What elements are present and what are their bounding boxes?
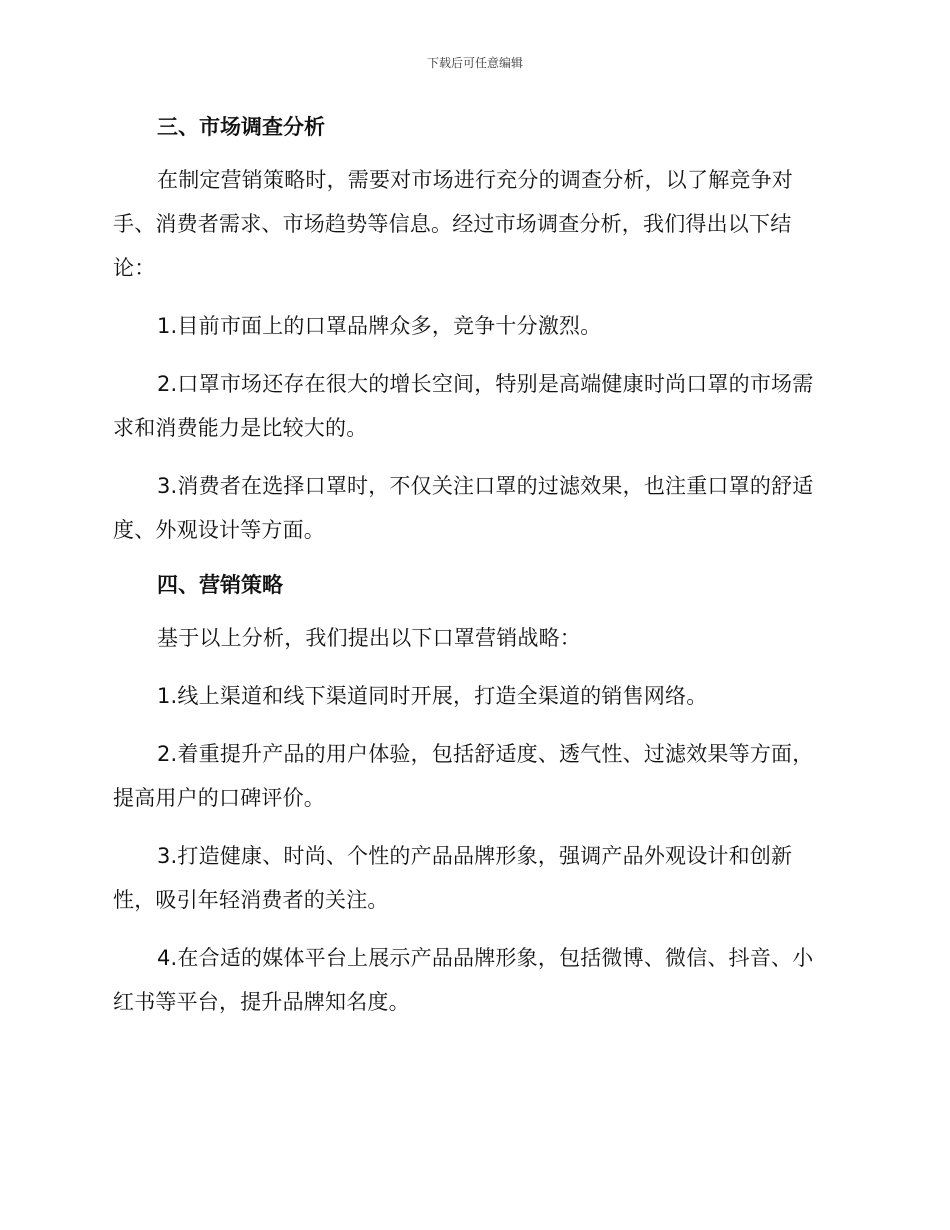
paragraph-market-intro: 在制定营销策略时，需要对市场进行充分的调查分析，以了解竞争对手、消费者需求、市场趋势等信息。经过市场调查分析，我们得出以下结论：: [113, 168, 793, 280]
paragraph-market-point-1: 1.目前市面上的口罩品牌众多，竞争十分激烈。: [157, 314, 602, 338]
document-body: [113, 110, 833, 1024]
paragraph-strategy-point-2: 2.着重提升产品的用户体验，包括舒适度、透气性、过滤效果等方面，提高用户的口碑评价。: [113, 742, 814, 810]
section-heading-marketing-strategy: 四、营销策略: [157, 573, 283, 597]
paragraph-market-point-3: 3.消费者在选择口罩时，不仅关注口罩的过滤效果，也注重口罩的舒适度、外观设计等方面。: [113, 474, 814, 542]
paragraph-strategy-point-4: 4.在合适的媒体平台上展示产品品牌形象，包括微博、微信、抖音、小红书等平台，提升品牌知名度。: [113, 946, 814, 1014]
paragraph-strategy-point-3: 3.打造健康、时尚、个性的产品品牌形象，强调产品外观设计和创新性，吸引年轻消费者的关注。: [113, 844, 793, 912]
section-heading-market-analysis: 三、市场调查分析: [157, 115, 325, 139]
paragraph-market-point-2: 2.口罩市场还存在很大的增长空间，特别是高端健康时尚口罩的市场需求和消费能力是比较大的。: [113, 372, 814, 440]
paragraph-strategy-point-1: 1.线上渠道和线下渠道同时开展，打造全渠道的销售网络。: [157, 684, 708, 708]
paragraph-strategy-intro: 基于以上分析，我们提出以下口罩营销战略：: [157, 626, 581, 650]
header-note: 下载后可任意编辑: [426, 56, 523, 70]
